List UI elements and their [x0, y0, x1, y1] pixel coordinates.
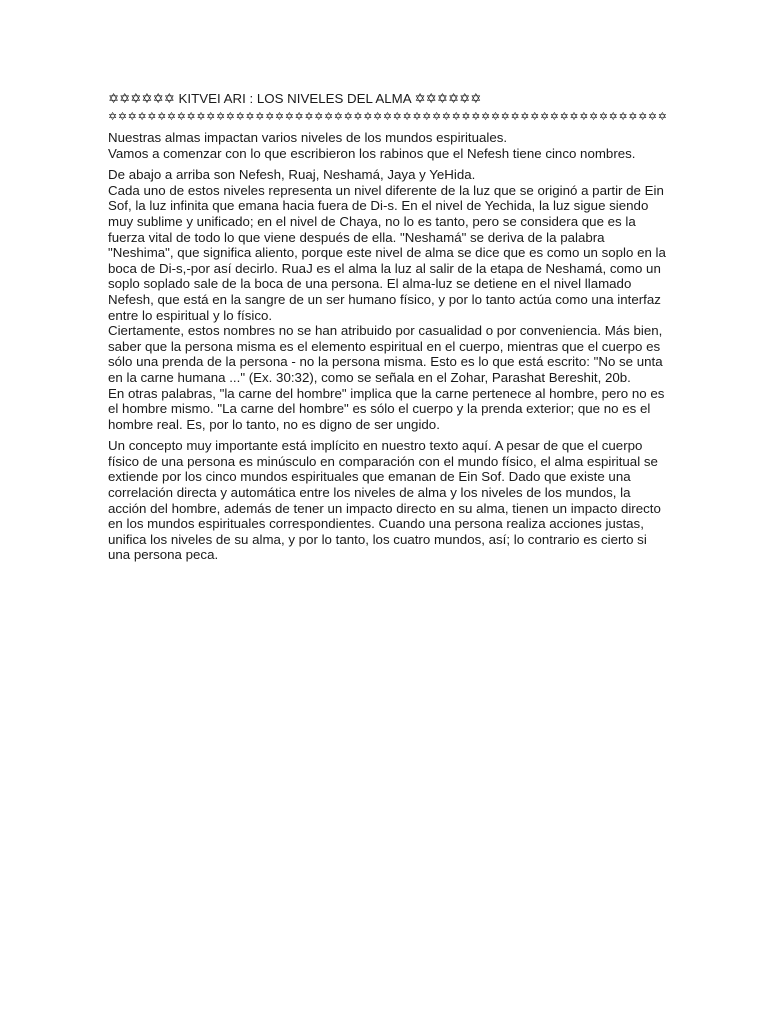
levels-list-line: De abajo a arriba son Nefesh, Ruaj, Neshamá, Jaya y YeHida. [108, 167, 476, 183]
document-page [108, 90, 668, 563]
intro-block [108, 130, 668, 161]
star-divider: ✡✡✡✡✡✡✡✡✡✡✡✡✡✡✡✡✡✡✡✡✡✡✡✡✡✡✡✡✡✡✡✡✡✡✡✡✡✡✡✡✡✡✡✡✡✡✡✡✡✡✡✡✡✡✡✡✡ [108, 111, 668, 123]
intro-line-1: Nuestras almas impactan varios niveles de los mundos espirituales. [108, 130, 508, 145]
levels-block [108, 167, 668, 432]
concept-paragraph: Un concepto muy importante está implícito en nuestro texto aquí. A pesar de que el cuerpo físico de una persona es minúsculo en comparación con el mundo físico, el alma espiritual se extiende por los cinco mundos espirituales que emanan de Ein Sof. Dado que existe una correlación directa y automática entre los niveles de alma y los niveles de los mundos, la acción del hombre, además de tener un impacto directo en su alma, tienen un impacto directo en los mundos espirituales correspondientes. Cuando una persona realiza acciones justas, unifica los niveles de su alma, y por lo tanto, los cuatro mundos, así; lo contrario es cierto si una persona peca. [108, 438, 661, 563]
intro-line-2: Vamos a comenzar con lo que escribieron los rabinos que el Nefesh tiene cinco nombres. [108, 145, 636, 161]
document-title: ✡✡✡✡✡✡ KITVEI ARI : LOS NIVELES DEL ALMA ✡✡✡✡✡✡ [108, 91, 482, 106]
levels-paragraph-3: En otras palabras, "la carne del hombre" implica que la carne pertenece al hombre, pero no es el hombre mismo. "La carne del hombre" es sólo el cuerpo y la prenda exterior; que no es el hombre real. Es, por lo tanto, no es digno de ser ungido. [108, 385, 665, 432]
levels-paragraph-1: Cada uno de estos niveles representa un nivel diferente de la luz que se originó a partir de Ein Sof, la luz infinita que emana hacia fuera de Di-s. En el nivel de Yechida, la luz sigue siendo muy sublime y unificado; en el nivel de Chaya, no lo es tanto, pero se considera que es la fuerza vital de todo lo que viene después de ella. "Neshamá" se deriva de la palabra "Neshima", que significa aliento, porque este nivel de alma se dice que es como un soplo en la boca de Di-s,-por así decirlo. RuaJ es el alma la luz al salir de la etapa de Neshamá, como un soplo soplado sale de la boca de una persona. El alma-luz se detiene en el nivel llamado Nefesh, que está en la sangre de un ser humano físico, y por lo tanto actúa como una interfaz entre lo espiritual y lo físico. [108, 182, 666, 323]
concept-block [108, 438, 668, 563]
levels-paragraph-2: Ciertamente, estos nombres no se han atribuido por casualidad o por conveniencia. Más bien, saber que la persona misma es el elemento espiritual en el cuerpo, mientras que el cuerpo es sólo una prenda de la persona - no la persona misma. Esto es lo que está escrito: "No se unta en la carne humana ..." (Ex. 30:32), como se señala en el Zohar, Parashat Bereshit, 20b. [108, 323, 663, 385]
